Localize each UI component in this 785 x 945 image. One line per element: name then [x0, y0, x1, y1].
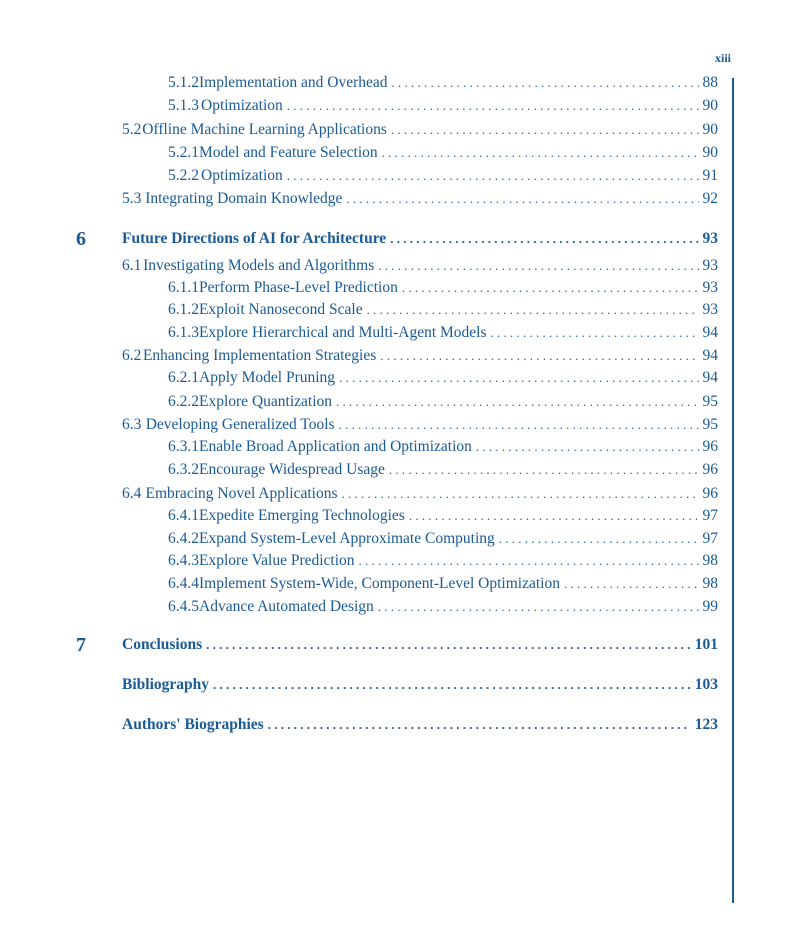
entry-page-number: 103 — [694, 676, 718, 693]
dot-leader — [402, 278, 699, 298]
margin-rule — [732, 78, 734, 903]
entry-title: Bibliography — [122, 676, 209, 693]
entry-title: Enable Broad Application and Optimization — [199, 438, 472, 455]
section-number: 6.1.2 — [168, 301, 199, 318]
entry-page-number: 90 — [702, 97, 718, 114]
chapter-number: 6 — [76, 228, 86, 250]
toc-entry[interactable] — [122, 484, 718, 504]
dot-leader — [564, 574, 699, 594]
entry-page-number: 94 — [702, 324, 718, 341]
section-number: 6.1.1 — [168, 279, 199, 296]
entry-title: Implement System-Wide, Component-Level Optimization — [199, 575, 560, 592]
entry-page-number: 93 — [702, 230, 718, 247]
entry-title: Enhancing Implementation Strategies — [142, 347, 377, 364]
dot-leader — [206, 635, 691, 655]
chapter-number: 7 — [76, 634, 86, 656]
dot-leader — [392, 73, 699, 93]
entry-title: Exploit Nanosecond Scale — [199, 301, 363, 318]
dot-leader — [342, 484, 699, 504]
dot-leader — [268, 715, 691, 735]
entry-title: Authors' Biographies — [122, 716, 264, 733]
entry-page-number: 101 — [694, 636, 718, 653]
entry-page-number: 96 — [702, 461, 718, 478]
entry-title: Explore Hierarchical and Multi-Agent Models — [199, 324, 487, 341]
toc-entry[interactable] — [168, 143, 718, 163]
section-number: 6.4.2 — [168, 530, 199, 547]
toc-entry[interactable] — [122, 415, 718, 435]
section-number: 6.1 — [122, 257, 142, 274]
toc-entry[interactable] — [168, 597, 718, 617]
dot-leader — [389, 460, 699, 480]
dot-leader — [391, 120, 699, 140]
toc-entry[interactable] — [168, 506, 718, 526]
toc-entry[interactable] — [168, 300, 718, 320]
toc-entry[interactable] — [168, 392, 718, 412]
toc-entry[interactable] — [168, 460, 718, 480]
entry-page-number: 90 — [702, 121, 718, 138]
entry-page-number: 95 — [702, 416, 718, 433]
section-number: 6.3.1 — [168, 438, 199, 455]
dot-leader — [287, 96, 699, 116]
dot-leader — [378, 597, 699, 617]
section-number: 6.4.4 — [168, 575, 199, 592]
toc-entry[interactable] — [168, 278, 718, 298]
toc-entry[interactable] — [168, 368, 718, 388]
toc-entry[interactable] — [168, 551, 718, 571]
entry-page-number: 98 — [702, 552, 718, 569]
entry-page-number: 92 — [702, 190, 718, 207]
entry-page-number: 94 — [702, 369, 718, 386]
entry-page-number: 94 — [702, 347, 718, 364]
entry-title: Offline Machine Learning Applications — [142, 121, 387, 138]
entry-title: Future Directions of AI for Architecture — [122, 230, 387, 247]
toc-entry[interactable] — [168, 166, 718, 186]
dot-leader — [380, 346, 698, 366]
toc-entry[interactable] — [122, 715, 718, 735]
entry-title: Optimization — [201, 97, 283, 114]
entry-page-number: 123 — [694, 716, 718, 733]
entry-title: Advance Automated Design — [199, 598, 374, 615]
entry-title: Conclusions — [122, 636, 203, 653]
section-number: 5.2.2 — [168, 167, 199, 184]
dot-leader — [287, 166, 699, 186]
section-number: 6.4.3 — [168, 552, 199, 569]
entry-page-number: 95 — [702, 393, 718, 410]
entry-title: Explore Quantization — [199, 393, 332, 410]
section-number: 6.3 — [122, 416, 142, 433]
section-number: 5.2 — [122, 121, 142, 138]
entry-title: Perform Phase-Level Prediction — [199, 279, 398, 296]
section-number: 6.2.1 — [168, 369, 199, 386]
entry-title: Integrating Domain Knowledge — [145, 190, 343, 207]
toc-entry[interactable] — [168, 529, 718, 549]
toc-entry[interactable] — [168, 96, 718, 116]
entry-page-number: 93 — [702, 301, 718, 318]
entry-page-number: 91 — [702, 167, 718, 184]
dot-leader — [367, 300, 699, 320]
toc-entry[interactable] — [168, 323, 718, 343]
dot-leader — [382, 143, 699, 163]
section-number: 5.1.2 — [168, 74, 199, 91]
section-number: 6.2 — [122, 347, 142, 364]
toc-entry[interactable] — [122, 229, 718, 249]
entry-title: Model and Feature Selection — [199, 144, 378, 161]
entry-page-number: 99 — [702, 598, 718, 615]
section-number: 6.4.5 — [168, 598, 199, 615]
dot-leader — [390, 229, 698, 249]
section-number: 6.3.2 — [168, 461, 199, 478]
toc-entry[interactable] — [122, 120, 718, 140]
entry-title: Embracing Novel Applications — [145, 485, 338, 502]
section-number: 6.2.2 — [168, 393, 199, 410]
entry-page-number: 98 — [702, 575, 718, 592]
dot-leader — [491, 323, 699, 343]
dot-leader — [409, 506, 699, 526]
entry-title: Implementation and Overhead — [199, 74, 388, 91]
toc-entry[interactable] — [122, 635, 718, 655]
toc-entry[interactable] — [168, 437, 718, 457]
entry-title: Expand System-Level Approximate Computing — [199, 530, 495, 547]
dot-leader — [476, 437, 699, 457]
page-number: xiii — [714, 51, 731, 65]
entry-page-number: 97 — [702, 530, 718, 547]
entry-page-number: 96 — [702, 485, 718, 502]
entry-page-number: 97 — [702, 507, 718, 524]
section-number: 5.3 — [122, 190, 142, 207]
entry-title: Expedite Emerging Technologies — [199, 507, 405, 524]
dot-leader — [339, 415, 699, 435]
dot-leader — [336, 392, 699, 412]
toc-entry[interactable] — [122, 256, 718, 276]
entry-title: Apply Model Pruning — [199, 369, 336, 386]
entry-title: Developing Generalized Tools — [145, 416, 335, 433]
toc-entry[interactable] — [168, 73, 718, 93]
entry-title: Explore Value Prediction — [199, 552, 355, 569]
dot-leader — [499, 529, 699, 549]
entry-title: Encourage Widespread Usage — [199, 461, 385, 478]
dot-leader — [346, 189, 698, 209]
entry-page-number: 90 — [702, 144, 718, 161]
toc-entry[interactable] — [122, 675, 718, 695]
section-number: 5.2.1 — [168, 144, 199, 161]
entry-page-number: 96 — [702, 438, 718, 455]
entry-title: Investigating Models and Algorithms — [143, 257, 375, 274]
dot-leader — [339, 368, 698, 388]
entry-title: Optimization — [201, 167, 283, 184]
entry-page-number: 93 — [702, 279, 718, 296]
entry-page-number: 88 — [702, 74, 718, 91]
section-number: 5.1.3 — [168, 97, 199, 114]
toc-entry[interactable] — [168, 574, 718, 594]
dot-leader — [213, 675, 691, 695]
toc-entry[interactable] — [122, 346, 718, 366]
dot-leader — [359, 551, 699, 571]
section-number: 6.4.1 — [168, 507, 199, 524]
toc-entry[interactable] — [122, 189, 718, 209]
section-number: 6.1.3 — [168, 324, 199, 341]
entry-page-number: 93 — [702, 257, 718, 274]
section-number: 6.4 — [122, 485, 142, 502]
dot-leader — [378, 256, 698, 276]
